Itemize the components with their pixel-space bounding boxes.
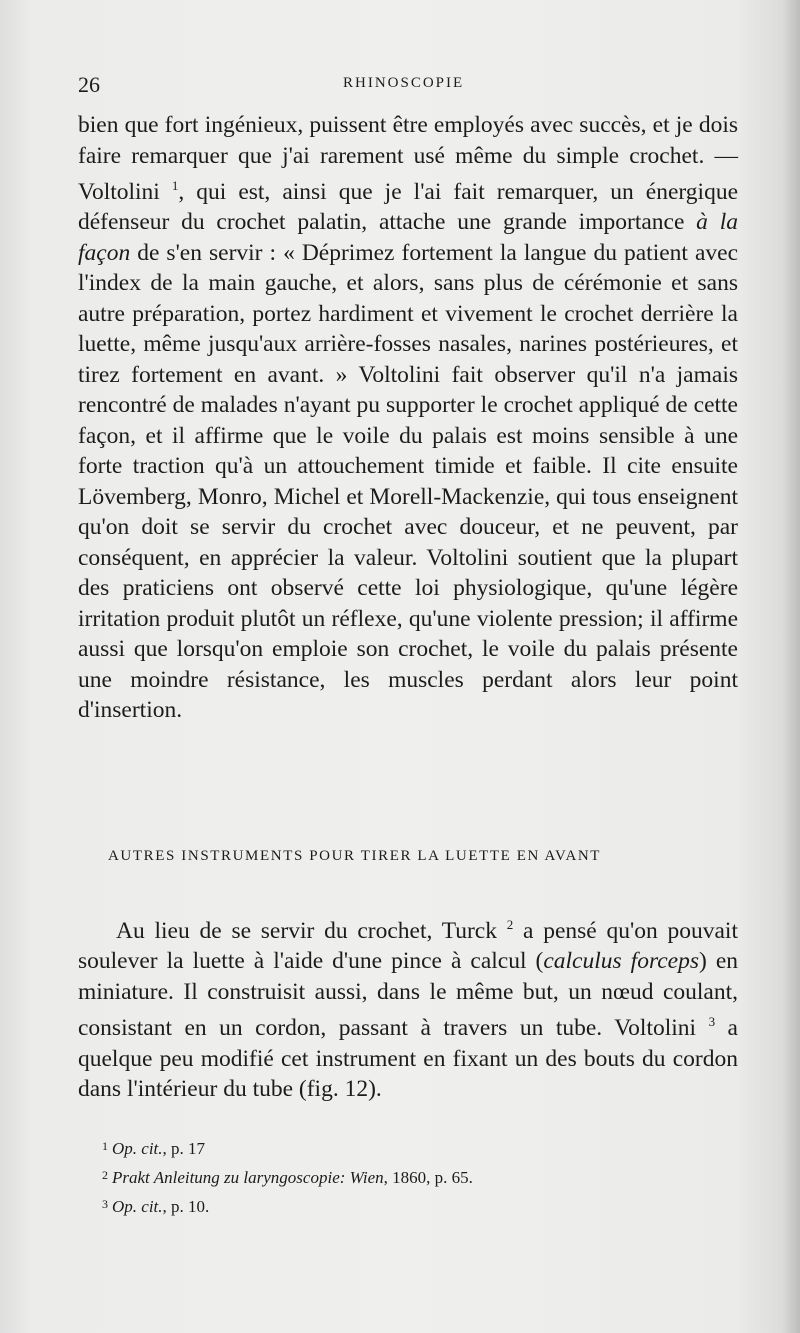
page-edge-shadow xyxy=(782,0,800,1333)
text-run: de s'en servir : « Déprimez fortement la langue du patient avec l'index de la main gauche, et alors, sans plus de cérémonie et sans autre préparation, portez hardiment et vivement le crochet derrière la luette, même jusqu'aux arrière-fosses nasales, narines postérieures, et tirez fortement en avant. » Voltolini fait observer qu'il n'a jamais rencontré de malades n'ayant pu supporter le crochet appliqué de cette façon, et il affirme que le voile du palais est moins sensible à une forte traction qu'à un attouchement timide et faible. Il cite ensuite Lövemberg, Monro, Michel et Morell-Mackenzie, qui tous enseignent qu'on doit se servir du crochet avec douceur, et ne peuvent, par conséquent, en apprécier la valeur. Voltolini soutient que la plupart des praticiens ont observé cette loi physiologique, qu'une légère irritation produit plutôt un réflexe, qu'une violente pression; il affirme aussi que lorsqu'on emploie son crochet, le voile du palais présente une moindre résistance, les muscles perdant alors leur point d'insertion. xyxy=(78,239,738,724)
text-run: , qui est, ainsi que je l'ai fait remarquer, un énergique défenseur du crochet palatin, attache une grande importance xyxy=(78,178,738,236)
running-title: RHINOSCOPIE xyxy=(343,75,465,91)
footnote-citation: Op. cit. xyxy=(112,1139,163,1158)
footnote-page: , 1860, p. 65. xyxy=(383,1168,473,1187)
footnote-mark: 1 xyxy=(102,1139,108,1153)
running-head xyxy=(78,72,738,102)
footnote-reference: 3 xyxy=(708,1014,716,1030)
paragraph-2 xyxy=(78,910,738,1105)
text-run: a pensé qu'on pouvait soulever la luette à l'aide d'une pince à calcul ( xyxy=(78,917,738,975)
footnote-citation: Op. cit. xyxy=(112,1197,163,1216)
footnotes xyxy=(102,1133,702,1220)
footnote-reference: 1 xyxy=(171,178,179,193)
footnote-mark: 3 xyxy=(102,1197,108,1211)
paragraph-1 xyxy=(78,110,738,726)
text-run: bien que fort ingénieux, puissent être employés avec succès, et je dois faire remarquer que j'ai rarement usé même du simple crochet. — Voltolini xyxy=(78,112,738,205)
footnote-3 xyxy=(102,1191,702,1220)
section-heading: AUTRES INSTRUMENTS POUR TIRER LA LUETTE EN AVANT xyxy=(108,848,602,864)
text-run: Au lieu de se servir du crochet, Turck xyxy=(116,917,507,944)
footnote-page: , p. 17 xyxy=(162,1139,206,1158)
text-run: ) en miniature. Il construisit aussi, dans le même but, un nœud coulant, consistant en un cordon, passant à travers un tube. Voltolini xyxy=(78,948,738,1042)
footnote-reference: 2 xyxy=(506,917,514,932)
footnote-citation: Prakt Anleitung zu laryngoscopie: Wien xyxy=(112,1168,384,1187)
footnote-page: , p. 10. xyxy=(162,1197,210,1216)
footnote-1 xyxy=(102,1133,702,1162)
italic-text: calculus forceps xyxy=(543,948,699,975)
footnote-mark: 2 xyxy=(102,1168,108,1182)
text-run: a quelque peu modifié cet instrument en fixant un des bouts du cordon dans l'intérieur du tube (fig. 12). xyxy=(78,1015,738,1103)
page-number: 26 xyxy=(78,72,100,97)
italic-text: à la façon xyxy=(78,209,738,266)
footnote-2 xyxy=(102,1162,702,1191)
